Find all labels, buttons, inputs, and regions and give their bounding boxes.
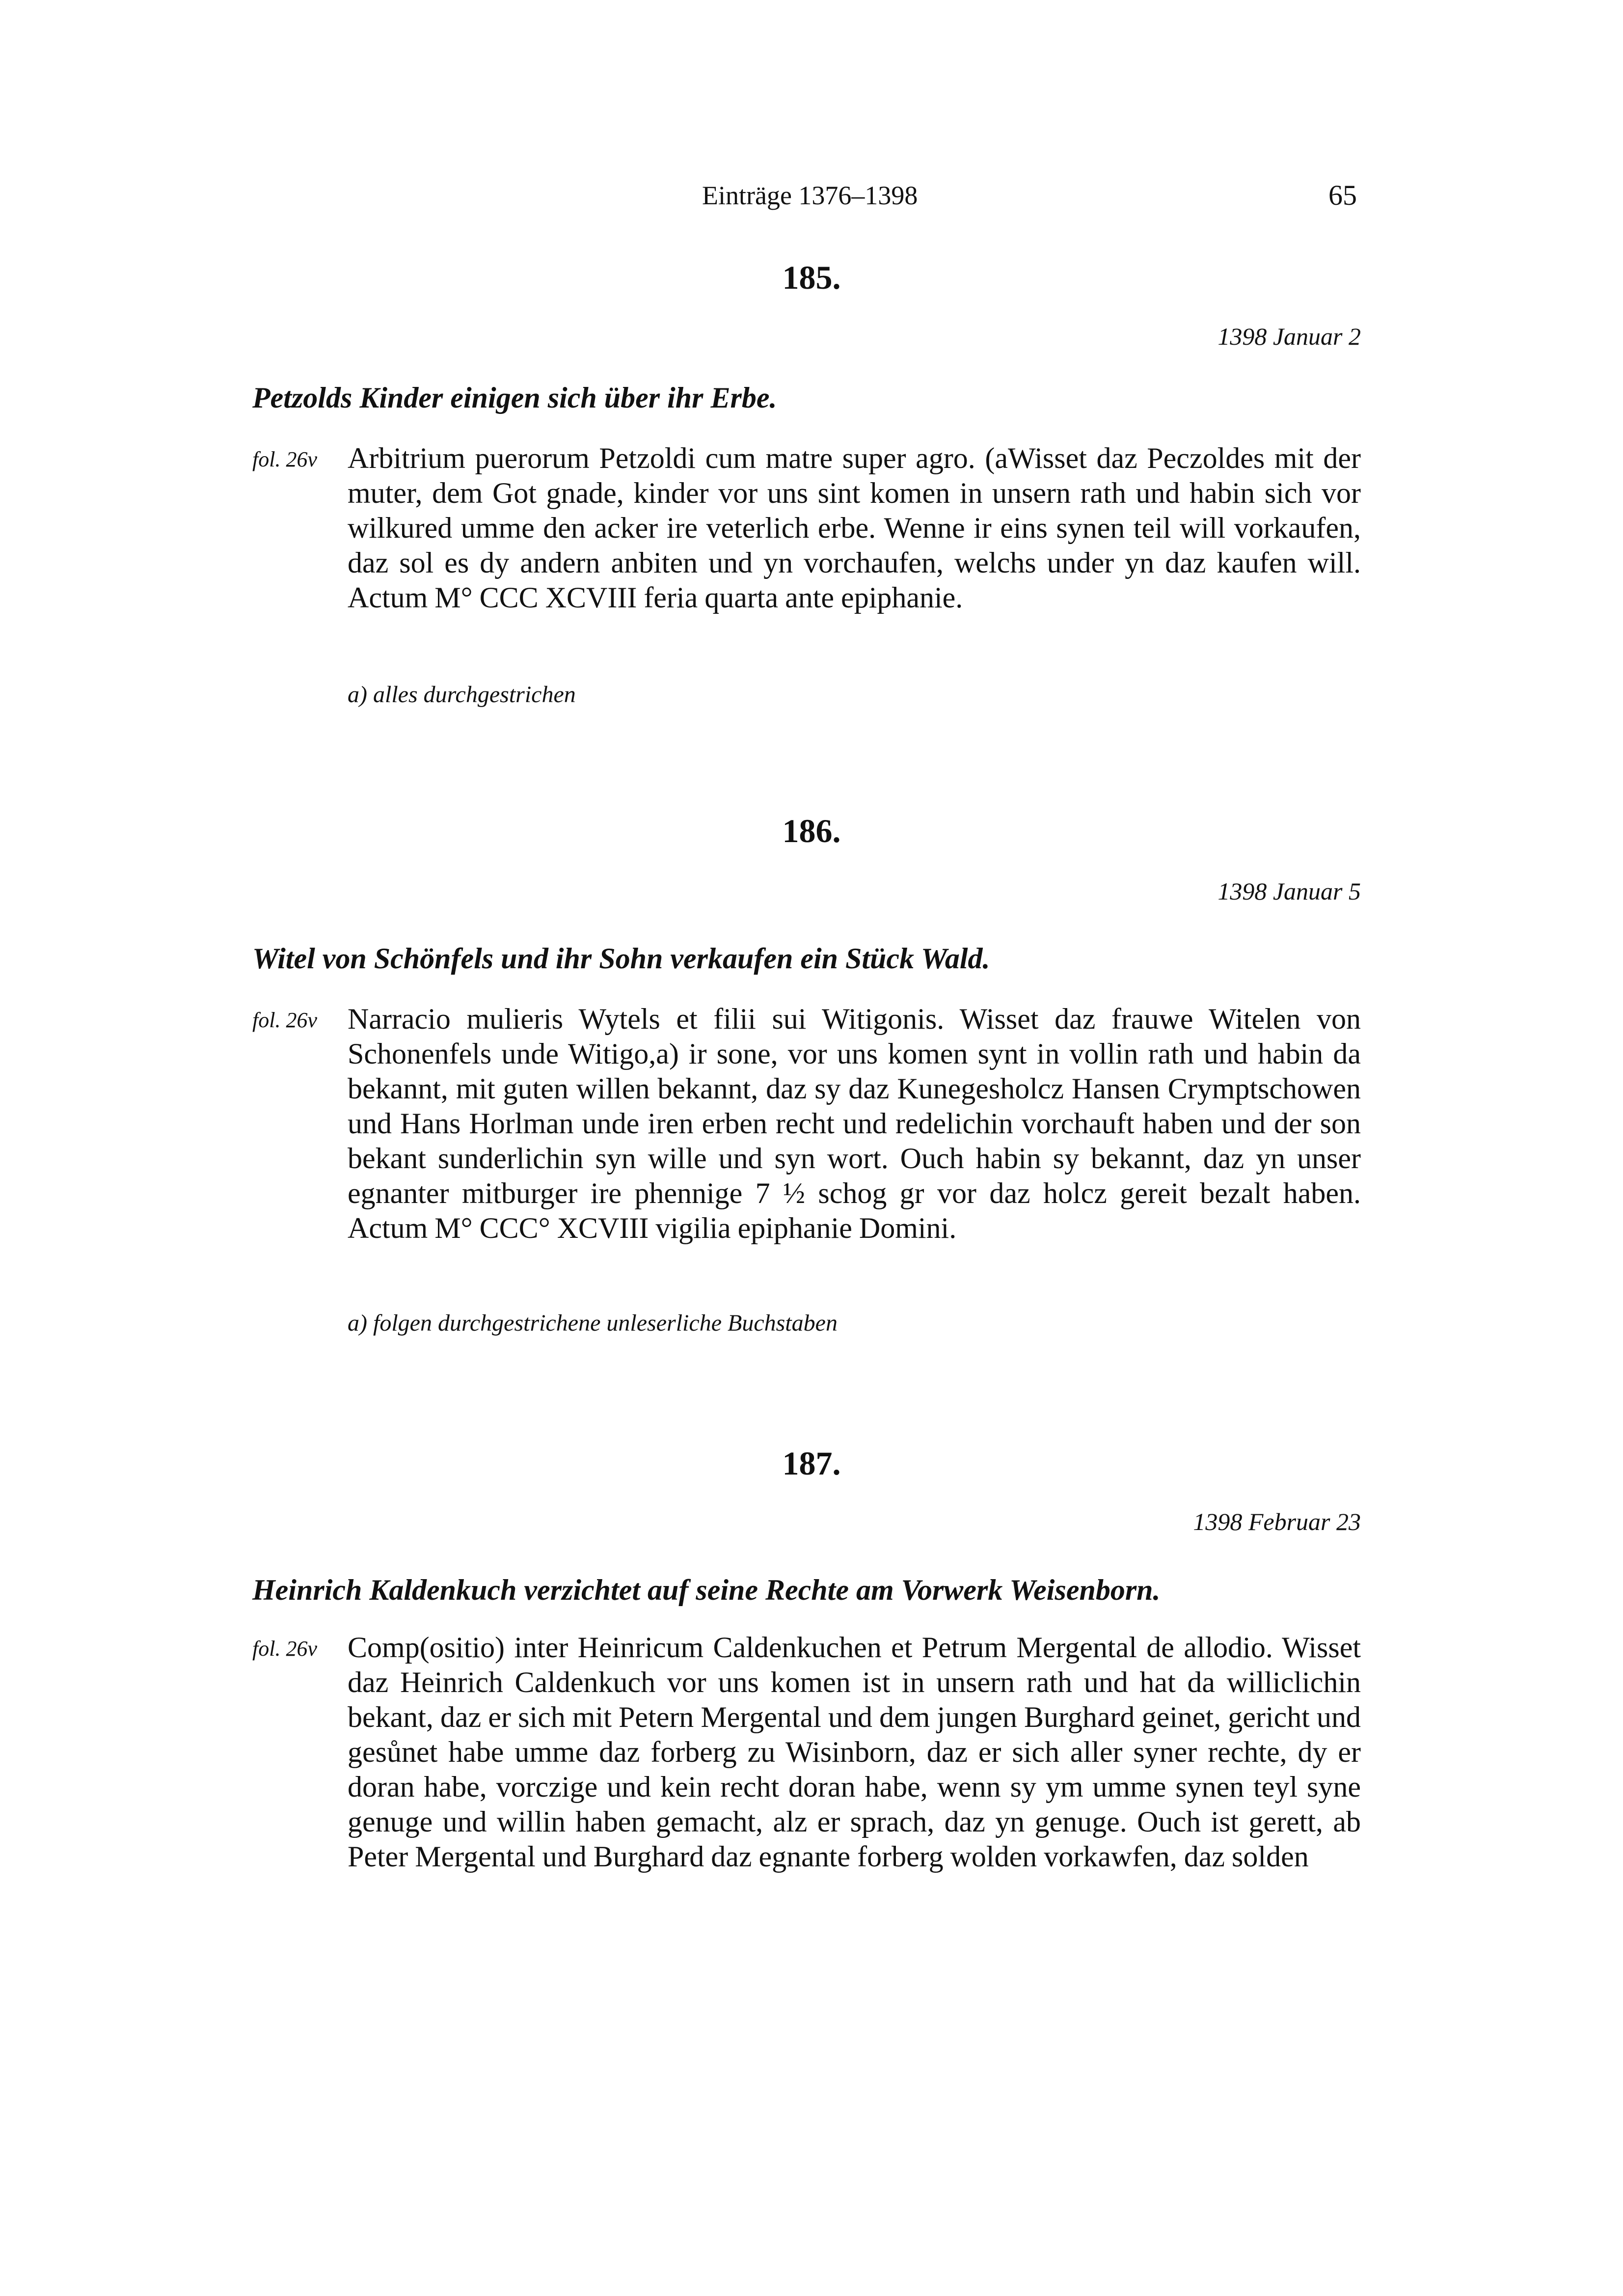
folio-reference: fol. 26v	[252, 1637, 317, 1661]
entry-number: 187.	[782, 1445, 841, 1482]
entry-number: 185.	[782, 259, 841, 296]
entry-date: 1398 Januar 2	[1217, 323, 1361, 350]
page-number: 65	[1328, 179, 1357, 211]
entry-text: Narracio mulieris Wytels et filii sui Witigonis. Wisset daz frauwe Witelen von Schonenfels unde Witigo,a) ir sone, vor uns komen synt in vollin rath und habin da bekannt, mit guten willen bekannt, daz sy daz Kunegesholcz Hansen Crymptschowen und Hans Horlman unde iren erben recht und redelichin vorchauft haben und der son bekant sunderlichin syn wille und syn wort. Ouch habin sy bekannt, daz yn unser egnanter mitburger ire phennige 7 ½ schog gr vor daz holcz gereit bezalt haben. Actum M° CCC° XCVIII vigilia epiphanie Domini.	[348, 1003, 1361, 1244]
entry-heading: Witel von Schönfels und ihr Sohn verkaufen ein Stück Wald.	[252, 942, 990, 975]
entry-heading: Heinrich Kaldenkuch verzichtet auf seine Rechte am Vorwerk Weisenborn.	[252, 1574, 1161, 1606]
entry-date: 1398 Februar 23	[1193, 1508, 1361, 1535]
running-header	[0, 176, 1623, 215]
entry-heading: Petzolds Kinder einigen sich über ihr Erbe.	[252, 382, 777, 414]
folio-reference: fol. 26v	[252, 1008, 317, 1032]
footnote: a) alles durchgestrichen	[348, 682, 576, 708]
entry-text: Comp(ositio) inter Heinricum Caldenkuchen et Petrum Mergental de allodio. Wisset daz Heinrich Caldenkuch vor uns komen ist in unsern rath und hat da williclichin bekant, daz er sich mit Petern Mergental und dem jungen Burghard geinet, gericht und gesůnet habe umme daz forberg zu Wisinborn, daz er sich aller syner rechte, dy er doran habe, vorczige und kein recht doran habe, wenn sy ym umme synen teyl syne genuge und willin haben gemacht, alz er sprach, daz yn genuge. Ouch ist gerett, ab Peter Mergental und Burghard daz egnante forberg wolden vorkawfen, daz solden	[348, 1631, 1361, 1873]
folio-reference: fol. 26v	[252, 447, 317, 471]
entry-text: Arbitrium puerorum Petzoldi cum matre super agro. (aWisset daz Peczoldes mit der muter, dem Got gnade, kinder vor uns sint komen in unsern rath und habin sich vor wilkured umme den acker ire veterlich erbe. Wenne ir eins synen teil will vorkaufen, daz sol es dy andern anbiten und yn vorchaufen, welchs under yn daz kaufen will. Actum M° CCC XCVIII feria quarta ante epiphanie.	[348, 442, 1361, 614]
entry-number: 186.	[782, 812, 841, 849]
running-title: Einträge 1376–1398	[702, 181, 918, 210]
footnote: a) folgen durchgestrichene unleserliche Buchstaben	[348, 1310, 838, 1336]
entry-date: 1398 Januar 5	[1217, 877, 1361, 905]
